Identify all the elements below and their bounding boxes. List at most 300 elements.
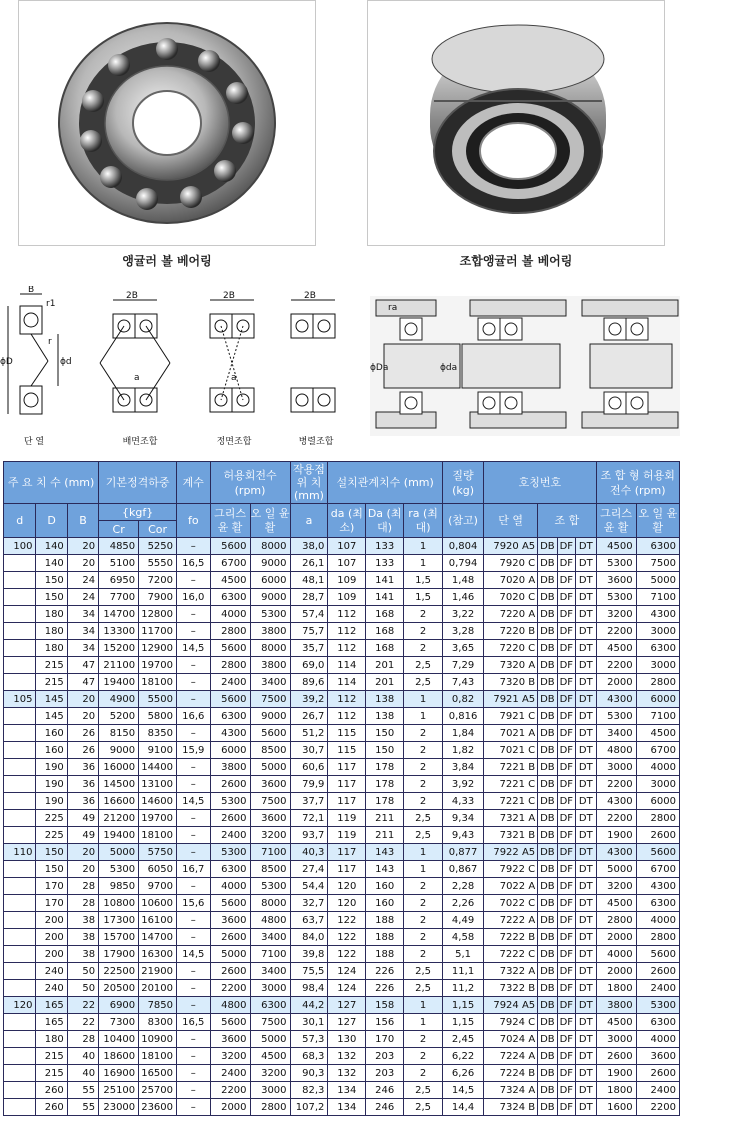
table-cell: 20 (67, 708, 98, 725)
table-cell: 2 (404, 912, 443, 929)
table-cell: 112 (328, 623, 366, 640)
table-cell: 1800 (596, 1082, 636, 1099)
dim-ra: ra (388, 303, 398, 313)
table-cell: 7920 C (484, 555, 538, 572)
table-cell: 0,877 (443, 844, 484, 861)
table-cell (4, 827, 36, 844)
table-cell: DB (538, 555, 557, 572)
table-cell: 246 (366, 1082, 404, 1099)
table-cell: – (177, 725, 211, 742)
table-cell: 7221 C (484, 776, 538, 793)
table-cell: 4000 (636, 912, 679, 929)
table-cell: 5300 (250, 606, 290, 623)
table-cell: 16100 (139, 912, 177, 929)
table-cell: 4300 (636, 878, 679, 895)
table-cell: 28 (67, 895, 98, 912)
table-cell: 7500 (250, 1014, 290, 1031)
th-install-dims: 설치관계치수 (mm) (328, 462, 443, 504)
table-cell: 2,45 (443, 1031, 484, 1048)
table-cell: 7100 (636, 589, 679, 606)
table-cell: 6300 (636, 895, 679, 912)
table-cell: 7700 (99, 589, 139, 606)
table-cell: 2400 (636, 980, 679, 997)
table-cell: 3600 (250, 810, 290, 827)
table-cell: 7222 B (484, 929, 538, 946)
table-cell: 21200 (99, 810, 139, 827)
table-cell: 2600 (636, 963, 679, 980)
table-cell: 2 (404, 1065, 443, 1082)
table-cell (4, 640, 36, 657)
table-cell: 1 (404, 861, 443, 878)
table-cell: 51,2 (290, 725, 328, 742)
table-cell: 2 (404, 776, 443, 793)
table-cell: DB (538, 674, 557, 691)
table-cell: 4300 (596, 844, 636, 861)
table-cell: 2 (404, 878, 443, 895)
table-cell: DT (576, 657, 597, 674)
table-cell: 24 (67, 589, 98, 606)
table-cell: 28 (67, 1031, 98, 1048)
table-cell: 37,7 (290, 793, 328, 810)
table-cell: 0,82 (443, 691, 484, 708)
table-cell: 7100 (250, 844, 290, 861)
table-row (4, 1031, 680, 1048)
table-cell: 4500 (250, 1048, 290, 1065)
table-cell: 23000 (99, 1099, 139, 1116)
table-cell: DF (557, 844, 575, 861)
table-cell: 6000 (636, 691, 679, 708)
table-cell: 18100 (139, 674, 177, 691)
table-cell: 57,3 (290, 1031, 328, 1048)
table-cell: 2,5 (404, 1099, 443, 1116)
table-row (4, 793, 680, 810)
table-cell: 7022 C (484, 895, 538, 912)
table-cell: 9700 (139, 878, 177, 895)
table-cell: DF (557, 1048, 575, 1065)
table-cell: 18100 (139, 1048, 177, 1065)
table-cell: 7850 (139, 997, 177, 1014)
table-cell: 3600 (250, 776, 290, 793)
table-cell: 2200 (210, 1082, 250, 1099)
table-cell: DF (557, 776, 575, 793)
table-cell: 3200 (596, 606, 636, 623)
table-row (4, 1048, 680, 1065)
table-cell: 3400 (596, 725, 636, 742)
table-cell: DB (538, 572, 557, 589)
table-cell: 9000 (99, 742, 139, 759)
dim-phida: ϕda (440, 363, 458, 373)
table-cell: 4,58 (443, 929, 484, 946)
table-cell: DF (557, 1082, 575, 1099)
table-cell: 16,6 (177, 708, 211, 725)
left-photo-caption: 앵귤러 볼 베어링 (122, 254, 212, 268)
table-cell: 4000 (596, 946, 636, 963)
th-basic-load: 기본정격하중 (99, 462, 177, 504)
table-cell: 2200 (596, 657, 636, 674)
table-cell: DF (557, 691, 575, 708)
table-cell: 3000 (250, 1082, 290, 1099)
table-cell (4, 606, 36, 623)
table-cell: 1 (404, 708, 443, 725)
table-cell: 7322 A (484, 963, 538, 980)
table-cell: 21900 (139, 963, 177, 980)
table-cell: – (177, 538, 211, 555)
table-cell: 3000 (596, 759, 636, 776)
table-cell: 21100 (99, 657, 139, 674)
table-cell: 2 (404, 606, 443, 623)
table-cell: 22 (67, 997, 98, 1014)
table-cell: 2400 (210, 1065, 250, 1082)
table-cell: 170 (36, 895, 67, 912)
table-cell: 3000 (636, 776, 679, 793)
table-cell: 55 (67, 1099, 98, 1116)
table-cell: 150 (366, 742, 404, 759)
table-cell: 3,84 (443, 759, 484, 776)
table-cell: DT (576, 776, 597, 793)
table-cell: DT (576, 793, 597, 810)
table-cell: 34 (67, 606, 98, 623)
table-cell: DT (576, 1082, 597, 1099)
table-cell: 14400 (139, 759, 177, 776)
table-row (4, 997, 680, 1014)
table-cell: 90,3 (290, 1065, 328, 1082)
table-cell (4, 963, 36, 980)
table-cell: 203 (366, 1065, 404, 1082)
table-cell: 38 (67, 946, 98, 963)
table-cell: 2200 (636, 1099, 679, 1116)
th-load-center: 작용점 위 치 (mm) (290, 462, 328, 504)
table-cell: 1,48 (443, 572, 484, 589)
table-cell: 4000 (636, 759, 679, 776)
table-cell: 26 (67, 742, 98, 759)
table-cell: 50 (67, 980, 98, 997)
table-cell: 168 (366, 623, 404, 640)
table-cell: 5300 (596, 589, 636, 606)
table-cell: 160 (36, 742, 67, 759)
table-cell: 5300 (596, 555, 636, 572)
table-cell: 30,1 (290, 1014, 328, 1031)
table-cell: 7021 C (484, 742, 538, 759)
table-cell: 240 (36, 963, 67, 980)
table-cell: 7921 C (484, 708, 538, 725)
table-cell: 140 (36, 538, 67, 555)
table-cell: 178 (366, 793, 404, 810)
table-cell: 260 (36, 1082, 67, 1099)
table-cell: 7020 A (484, 572, 538, 589)
table-cell: 5800 (139, 708, 177, 725)
table-cell: – (177, 997, 211, 1014)
table-cell: 114 (328, 674, 366, 691)
table-cell: 20100 (139, 980, 177, 997)
table-cell: DT (576, 929, 597, 946)
table-cell: 10800 (99, 895, 139, 912)
table-cell: 1,84 (443, 725, 484, 742)
table-cell: 1900 (596, 1065, 636, 1082)
table-cell: DB (538, 793, 557, 810)
table-cell: DF (557, 963, 575, 980)
table-cell: 19700 (139, 657, 177, 674)
table-cell: 12800 (139, 606, 177, 623)
table-cell: 215 (36, 1065, 67, 1082)
table-cell: DB (538, 589, 557, 606)
table-row (4, 810, 680, 827)
dim-phiDa: ϕDa (370, 363, 389, 373)
table-cell: 5550 (139, 555, 177, 572)
table-cell: DB (538, 878, 557, 895)
table-cell: DB (538, 606, 557, 623)
table-cell: 20500 (99, 980, 139, 997)
th-grease2: 그리스 윤 활 (596, 504, 636, 538)
table-cell: 5500 (139, 691, 177, 708)
table-cell: 1 (404, 691, 443, 708)
table-cell: 82,3 (290, 1082, 328, 1099)
table-cell: DB (538, 1048, 557, 1065)
table-cell: DB (538, 861, 557, 878)
table-cell: 9100 (139, 742, 177, 759)
table-cell: 2800 (636, 674, 679, 691)
table-cell: 7220 B (484, 623, 538, 640)
table-cell: 2 (404, 742, 443, 759)
table-cell: 6900 (99, 997, 139, 1014)
table-cell: DF (557, 810, 575, 827)
table-cell: DB (538, 946, 557, 963)
table-cell: 22 (67, 1014, 98, 1031)
table-cell: 2 (404, 1048, 443, 1065)
table-cell: 9000 (250, 708, 290, 725)
table-cell: 240 (36, 980, 67, 997)
table-cell: 7,29 (443, 657, 484, 674)
th-combo-speed: 조 합 형 허용회전수 (rpm) (596, 462, 679, 504)
table-cell: DT (576, 1099, 597, 1116)
table-cell: DB (538, 895, 557, 912)
table-cell: 7322 B (484, 980, 538, 997)
table-cell: DB (538, 640, 557, 657)
table-cell: 48,1 (290, 572, 328, 589)
table-cell: 54,4 (290, 878, 328, 895)
table-cell: 2,5 (404, 1082, 443, 1099)
table-cell: 38 (67, 912, 98, 929)
table-cell: 7321 B (484, 827, 538, 844)
table-cell: 3600 (210, 1031, 250, 1048)
table-cell: 8000 (250, 538, 290, 555)
table-cell: 36 (67, 759, 98, 776)
table-cell: 2600 (636, 1065, 679, 1082)
table-cell: 15700 (99, 929, 139, 946)
table-row (4, 674, 680, 691)
table-cell: 190 (36, 759, 67, 776)
table-cell: 215 (36, 657, 67, 674)
dim-a-1: a (134, 373, 140, 383)
table-cell: DB (538, 708, 557, 725)
table-cell: 19400 (99, 827, 139, 844)
table-cell: DB (538, 725, 557, 742)
table-cell: 47 (67, 657, 98, 674)
table-cell: 2,5 (404, 674, 443, 691)
table-cell: 7324 A (484, 1082, 538, 1099)
table-cell: 4,33 (443, 793, 484, 810)
table-cell: 138 (366, 708, 404, 725)
table-cell: 143 (366, 861, 404, 878)
table-cell: 38,0 (290, 538, 328, 555)
table-cell: 1,82 (443, 742, 484, 759)
table-cell: – (177, 776, 211, 793)
table-cell: 260 (36, 1099, 67, 1116)
table-cell: DF (557, 861, 575, 878)
table-cell: 6300 (210, 708, 250, 725)
table-cell: 1 (404, 844, 443, 861)
table-cell: 180 (36, 623, 67, 640)
table-cell: 16500 (139, 1065, 177, 1082)
table-cell: DB (538, 1031, 557, 1048)
table-cell: 7222 A (484, 912, 538, 929)
table-cell: 27,4 (290, 861, 328, 878)
table-cell: 2 (404, 895, 443, 912)
table-cell: – (177, 963, 211, 980)
table-cell: 6950 (99, 572, 139, 589)
table-cell: 1 (404, 1014, 443, 1031)
table-cell: 15,6 (177, 895, 211, 912)
table-cell: 112 (328, 606, 366, 623)
table-cell: 4850 (99, 538, 139, 555)
table-cell: 2600 (636, 827, 679, 844)
table-cell: DB (538, 1014, 557, 1031)
table-cell: 55 (67, 1082, 98, 1099)
table-cell: 4300 (596, 793, 636, 810)
table-cell: 5000 (210, 946, 250, 963)
table-cell: 109 (328, 572, 366, 589)
table-cell: 188 (366, 912, 404, 929)
table-cell: 140 (36, 555, 67, 572)
diagram-label-face-to-face: 정면조합 (216, 437, 252, 447)
table-row (4, 980, 680, 997)
table-cell: 7024 A (484, 1031, 538, 1048)
table-cell: 124 (328, 980, 366, 997)
table-cell: 98,4 (290, 980, 328, 997)
table-cell: DF (557, 980, 575, 997)
table-cell: 105 (4, 691, 36, 708)
table-cell: 5000 (250, 759, 290, 776)
table-cell: 1,15 (443, 997, 484, 1014)
table-cell: 130 (328, 1031, 366, 1048)
table-cell: DT (576, 759, 597, 776)
table-cell: 7324 B (484, 1099, 538, 1116)
table-cell: 49 (67, 827, 98, 844)
table-cell: 3200 (210, 1048, 250, 1065)
table-cell: DT (576, 946, 597, 963)
table-cell: 7321 A (484, 810, 538, 827)
table-cell: 2 (404, 793, 443, 810)
dim-phiD: ϕD (0, 357, 13, 367)
table-cell (4, 1065, 36, 1082)
table-cell: 107 (328, 555, 366, 572)
table-cell: 3800 (250, 657, 290, 674)
th-Cr: Cr (99, 521, 139, 538)
dim-2B-2: 2B (223, 291, 235, 301)
table-cell: 133 (366, 555, 404, 572)
table-cell: 2600 (210, 810, 250, 827)
table-cell (4, 657, 36, 674)
table-cell: 6300 (210, 861, 250, 878)
table-cell: DF (557, 1031, 575, 1048)
table-cell: 30,7 (290, 742, 328, 759)
table-cell: DT (576, 1014, 597, 1031)
table-cell: 112 (328, 640, 366, 657)
table-cell: DF (557, 827, 575, 844)
table-cell: 180 (36, 1031, 67, 1048)
table-cell: 2400 (636, 1082, 679, 1099)
table-cell: 5750 (139, 844, 177, 861)
table-cell: 8500 (250, 742, 290, 759)
table-cell: 5,1 (443, 946, 484, 963)
table-cell (4, 1014, 36, 1031)
table-cell: DF (557, 674, 575, 691)
table-cell: 7224 B (484, 1065, 538, 1082)
table-cell: – (177, 623, 211, 640)
table-cell: 178 (366, 759, 404, 776)
table-cell: DF (557, 1099, 575, 1116)
table-cell: 188 (366, 946, 404, 963)
table-cell: 3000 (636, 623, 679, 640)
table-cell: 14,5 (443, 1082, 484, 1099)
table-row (4, 1082, 680, 1099)
table-cell: 16600 (99, 793, 139, 810)
table-cell: 75,7 (290, 623, 328, 640)
table-cell: 200 (36, 912, 67, 929)
table-cell: DF (557, 878, 575, 895)
table-cell: 5600 (210, 1014, 250, 1031)
table-cell: 28,7 (290, 589, 328, 606)
table-cell (4, 912, 36, 929)
table-cell: – (177, 1082, 211, 1099)
table-cell: 8350 (139, 725, 177, 742)
table-cell: 3,22 (443, 606, 484, 623)
table-cell: 120 (328, 878, 366, 895)
table-cell: 150 (36, 572, 67, 589)
table-cell: 5300 (636, 997, 679, 1014)
table-cell: 79,9 (290, 776, 328, 793)
table-cell: 3200 (596, 878, 636, 895)
table-cell: 2,5 (404, 810, 443, 827)
th-grease: 그리스 윤 활 (210, 504, 250, 538)
th-ra: ra (최대) (404, 504, 443, 538)
table-cell: 28 (67, 878, 98, 895)
dim-r: r (48, 337, 52, 347)
table-row (4, 946, 680, 963)
table-cell: 201 (366, 674, 404, 691)
table-cell: 4300 (596, 691, 636, 708)
table-cell: 44,2 (290, 997, 328, 1014)
table-row (4, 589, 680, 606)
table-cell: 3,92 (443, 776, 484, 793)
table-cell: 13100 (139, 776, 177, 793)
table-cell: 5000 (596, 861, 636, 878)
diagram-label-tandem: 병렬조합 (298, 437, 334, 447)
table-cell: – (177, 1048, 211, 1065)
installation-diagrams (370, 296, 680, 436)
table-cell: 7900 (139, 589, 177, 606)
table-cell: 40,3 (290, 844, 328, 861)
table-cell: 119 (328, 810, 366, 827)
table-cell: – (177, 674, 211, 691)
table-cell: 26,7 (290, 708, 328, 725)
table-cell: 7221 C (484, 793, 538, 810)
table-cell: 22500 (99, 963, 139, 980)
table-cell: 8000 (250, 640, 290, 657)
table-cell: DT (576, 1065, 597, 1082)
table-cell: 19700 (139, 810, 177, 827)
table-cell: DT (576, 963, 597, 980)
table-cell: 34 (67, 623, 98, 640)
